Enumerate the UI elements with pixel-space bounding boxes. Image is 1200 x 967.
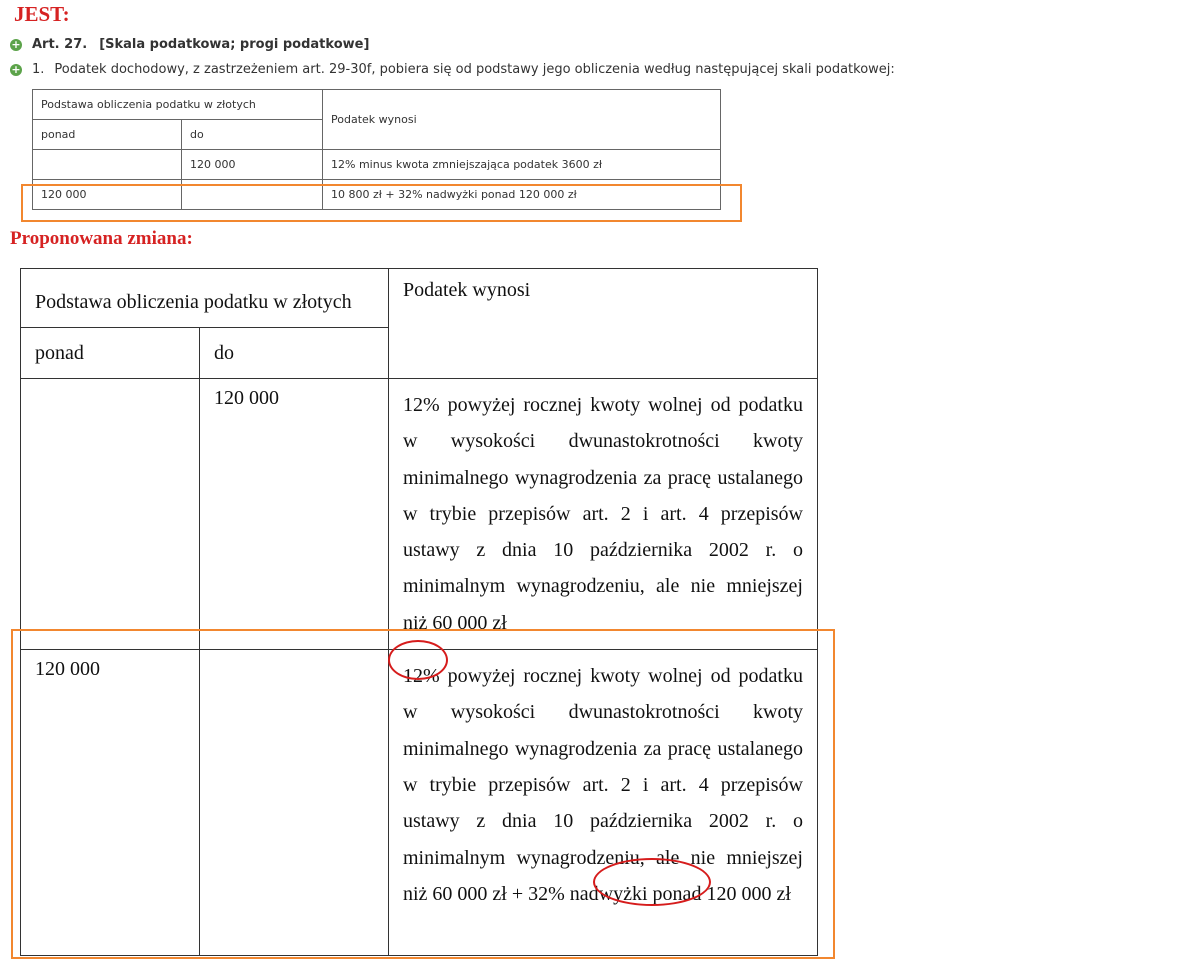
paragraph-text: Podatek dochodowy, z zastrzeżeniem art. 29-30f, pobiera się od podstawy jego obliczenia według następującej skali podatkowej: [54, 62, 895, 77]
header-base: Podstawa obliczenia podatku w złotych [33, 90, 323, 120]
cell-tax: 12% powyżej rocznej kwoty wolnej od podatku w wysokości dwunastokrotności kwoty minimalnego wynagrodzenia za pracę ustalanego w trybie przepisów art. 2 i art. 4 przepisów ustawy z dnia 10 października 2002 r. o minimalnym wynagrodzeniu, ale nie mniejszej niż 60 000 zł [403, 394, 803, 634]
header-upto: do [182, 120, 323, 150]
cell-over: 120 000 [33, 180, 182, 210]
cell-over: 120 000 [21, 650, 200, 956]
cell-upto: 120 000 [182, 150, 323, 180]
circle-mark-32-percent [593, 858, 711, 906]
header-over: ponad [21, 328, 200, 379]
cell-over [21, 379, 200, 650]
circle-mark-12-percent [388, 640, 448, 680]
table-row [21, 379, 818, 650]
highlight-box-current [21, 184, 742, 222]
cell-tax: 12% minus kwota zmniejszająca podatek 3600 zł [323, 150, 721, 180]
article-title: [Skala podatkowa; progi podatkowe] [99, 37, 370, 52]
plus-circle-icon[interactable]: + [11, 62, 21, 76]
table-row [33, 150, 721, 180]
article-title-line [10, 37, 369, 52]
article-number: Art. 27. [32, 37, 88, 52]
plus-circle-icon[interactable]: + [11, 37, 21, 51]
header-base: Podstawa obliczenia podatku w złotych [21, 269, 389, 328]
cell-tax: 12% powyżej rocznej kwoty wolnej od podatku w wysokości dwunastokrotności kwoty minimalnego wynagrodzenia za pracę ustalanego w trybie przepisów art. 2 i art. 4 przepisów ustawy z dnia 10 października 2002 r. o minimalnym wynagrodzeniu, ale nie mniejszej niż 60 000 zł + 32% nadwyżki ponad 120 000 zł [403, 665, 803, 905]
header-upto: do [200, 328, 389, 379]
header-tax: Podatek wynosi [323, 90, 721, 150]
cell-upto: 120 000 [200, 379, 389, 650]
header-over: ponad [33, 120, 182, 150]
paragraph-line [10, 62, 895, 77]
cell-tax: 10 800 zł + 32% nadwyżki ponad 120 000 zł [323, 180, 721, 210]
current-heading: JEST: [14, 2, 70, 26]
paragraph-number: 1. [32, 62, 45, 77]
cell-over [33, 150, 182, 180]
header-tax: Podatek wynosi [389, 269, 818, 379]
proposed-heading: Proponowana zmiana: [10, 228, 193, 249]
